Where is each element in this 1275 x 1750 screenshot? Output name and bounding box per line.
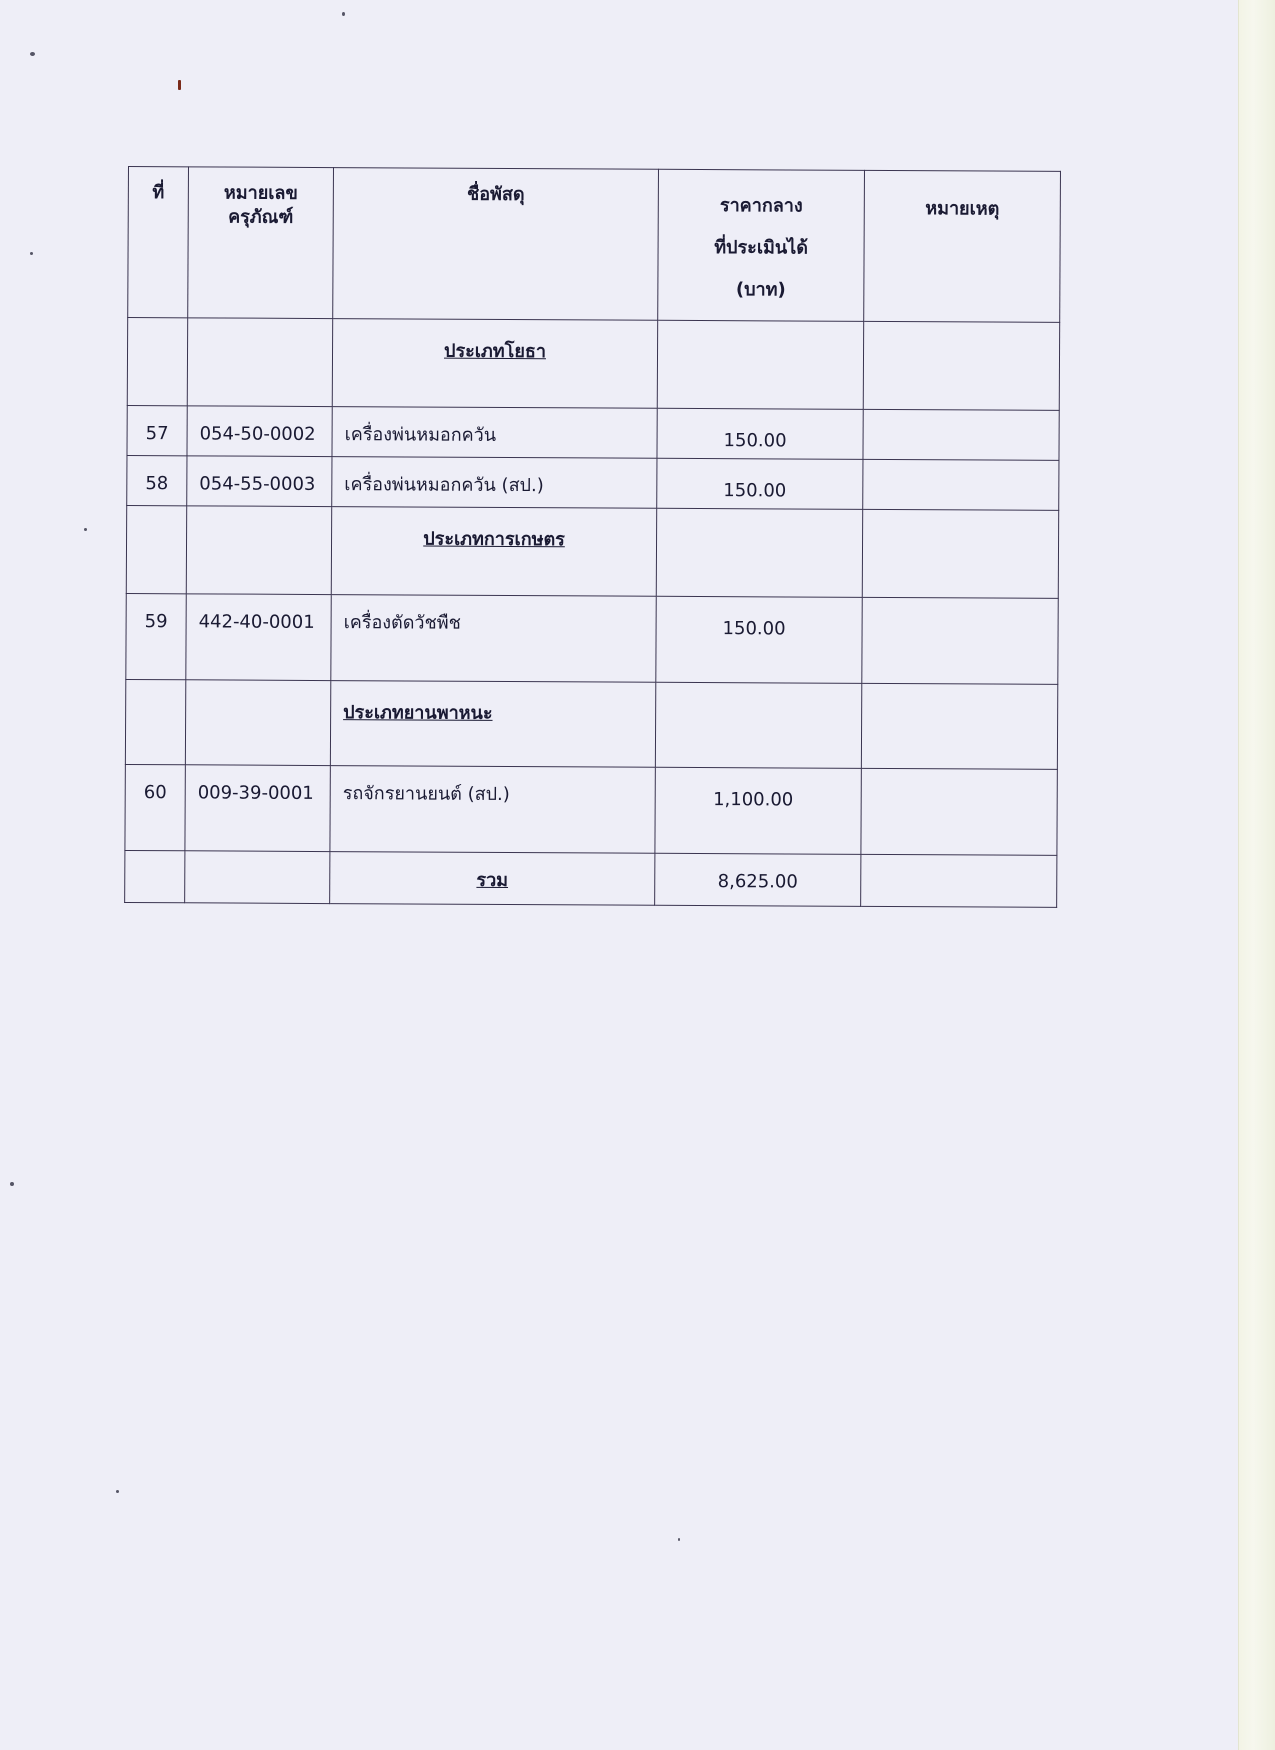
empty-cell: [655, 682, 861, 768]
item-price: 150.00: [657, 408, 863, 459]
scan-speck: [178, 80, 181, 90]
scan-speck: [30, 252, 33, 255]
item-name: เครื่องตัดวัชพืช: [331, 595, 656, 683]
header-price: [658, 169, 865, 321]
item-note: [862, 597, 1058, 684]
page-edge: [1238, 0, 1275, 1750]
empty-cell: [657, 320, 863, 409]
item-name: เครื่องพ่นหมอกควัน: [332, 407, 657, 459]
total-label-cell: [330, 852, 655, 906]
category-cell: [330, 681, 655, 768]
asset-price-table: [124, 166, 1061, 908]
scan-speck: [116, 1490, 119, 1493]
item-code: 054-50-0002: [187, 406, 332, 457]
scan-speck: [678, 1538, 680, 1541]
total-label: รวม: [476, 869, 509, 891]
empty-cell: [861, 683, 1057, 769]
empty-cell: [125, 850, 185, 902]
item-code: 442-40-0001: [186, 594, 331, 681]
empty-cell: [862, 509, 1058, 598]
table-row: [125, 764, 1057, 855]
category-cell: [332, 319, 657, 409]
table-row: [127, 405, 1059, 460]
scan-speck: [10, 1182, 14, 1186]
table-row: [126, 593, 1058, 684]
empty-cell: [185, 680, 330, 766]
total-row: [125, 850, 1057, 907]
item-price: 1,100.00: [655, 767, 861, 854]
scan-speck: [342, 12, 345, 16]
empty-cell: [186, 506, 331, 595]
item-no: 57: [127, 405, 187, 455]
scan-speck: [84, 528, 87, 531]
empty-cell: [861, 854, 1057, 907]
header-price-line2: ที่ประเมินได้: [714, 237, 808, 259]
header-no: ที่: [128, 167, 189, 318]
item-name: เครื่องพ่นหมอกควัน (สป.): [332, 457, 657, 509]
category-label: ประเภทโยธา: [443, 340, 547, 363]
header-note: หมายเหตุ: [864, 170, 1061, 322]
header-price-line3: (บาท): [735, 279, 786, 301]
item-no: 60: [125, 764, 185, 850]
item-no: 59: [126, 593, 186, 679]
empty-cell: [126, 505, 186, 593]
category-cell: [331, 507, 656, 597]
category-label: ประเภทยานพาหนะ: [343, 702, 493, 724]
item-price: 150.00: [656, 596, 862, 683]
item-no: 58: [127, 455, 187, 505]
category-row-vehicles: [125, 679, 1057, 769]
item-price: 150.00: [657, 458, 863, 509]
header-asset-code: [188, 167, 334, 319]
header-code-line2: ครุภัณฑ์: [228, 206, 294, 228]
empty-cell: [863, 321, 1059, 410]
empty-cell: [187, 318, 332, 407]
empty-cell: [127, 318, 187, 406]
empty-cell: [656, 508, 862, 597]
item-note: [863, 459, 1059, 510]
table-header-row: [128, 167, 1061, 323]
category-row-agriculture: [126, 505, 1058, 598]
empty-cell: [185, 851, 330, 904]
table-row: [127, 455, 1059, 510]
scan-speck: [30, 52, 35, 56]
item-note: [861, 768, 1057, 855]
header-item-name: ชื่อพัสดุ: [333, 168, 659, 321]
item-code: 054-55-0003: [187, 456, 332, 507]
item-note: [863, 409, 1059, 460]
total-value: 8,625.00: [655, 853, 861, 906]
item-name: รถจักรยานยนต์ (สป.): [330, 766, 655, 854]
empty-cell: [125, 679, 185, 764]
header-price-line1: ราคากลาง: [719, 195, 803, 217]
category-label: ประเภทการเกษตร: [423, 528, 565, 551]
category-row-public-works: [127, 318, 1059, 411]
item-code: 009-39-0001: [185, 765, 330, 852]
header-code-line1: หมายเลข: [223, 182, 298, 204]
